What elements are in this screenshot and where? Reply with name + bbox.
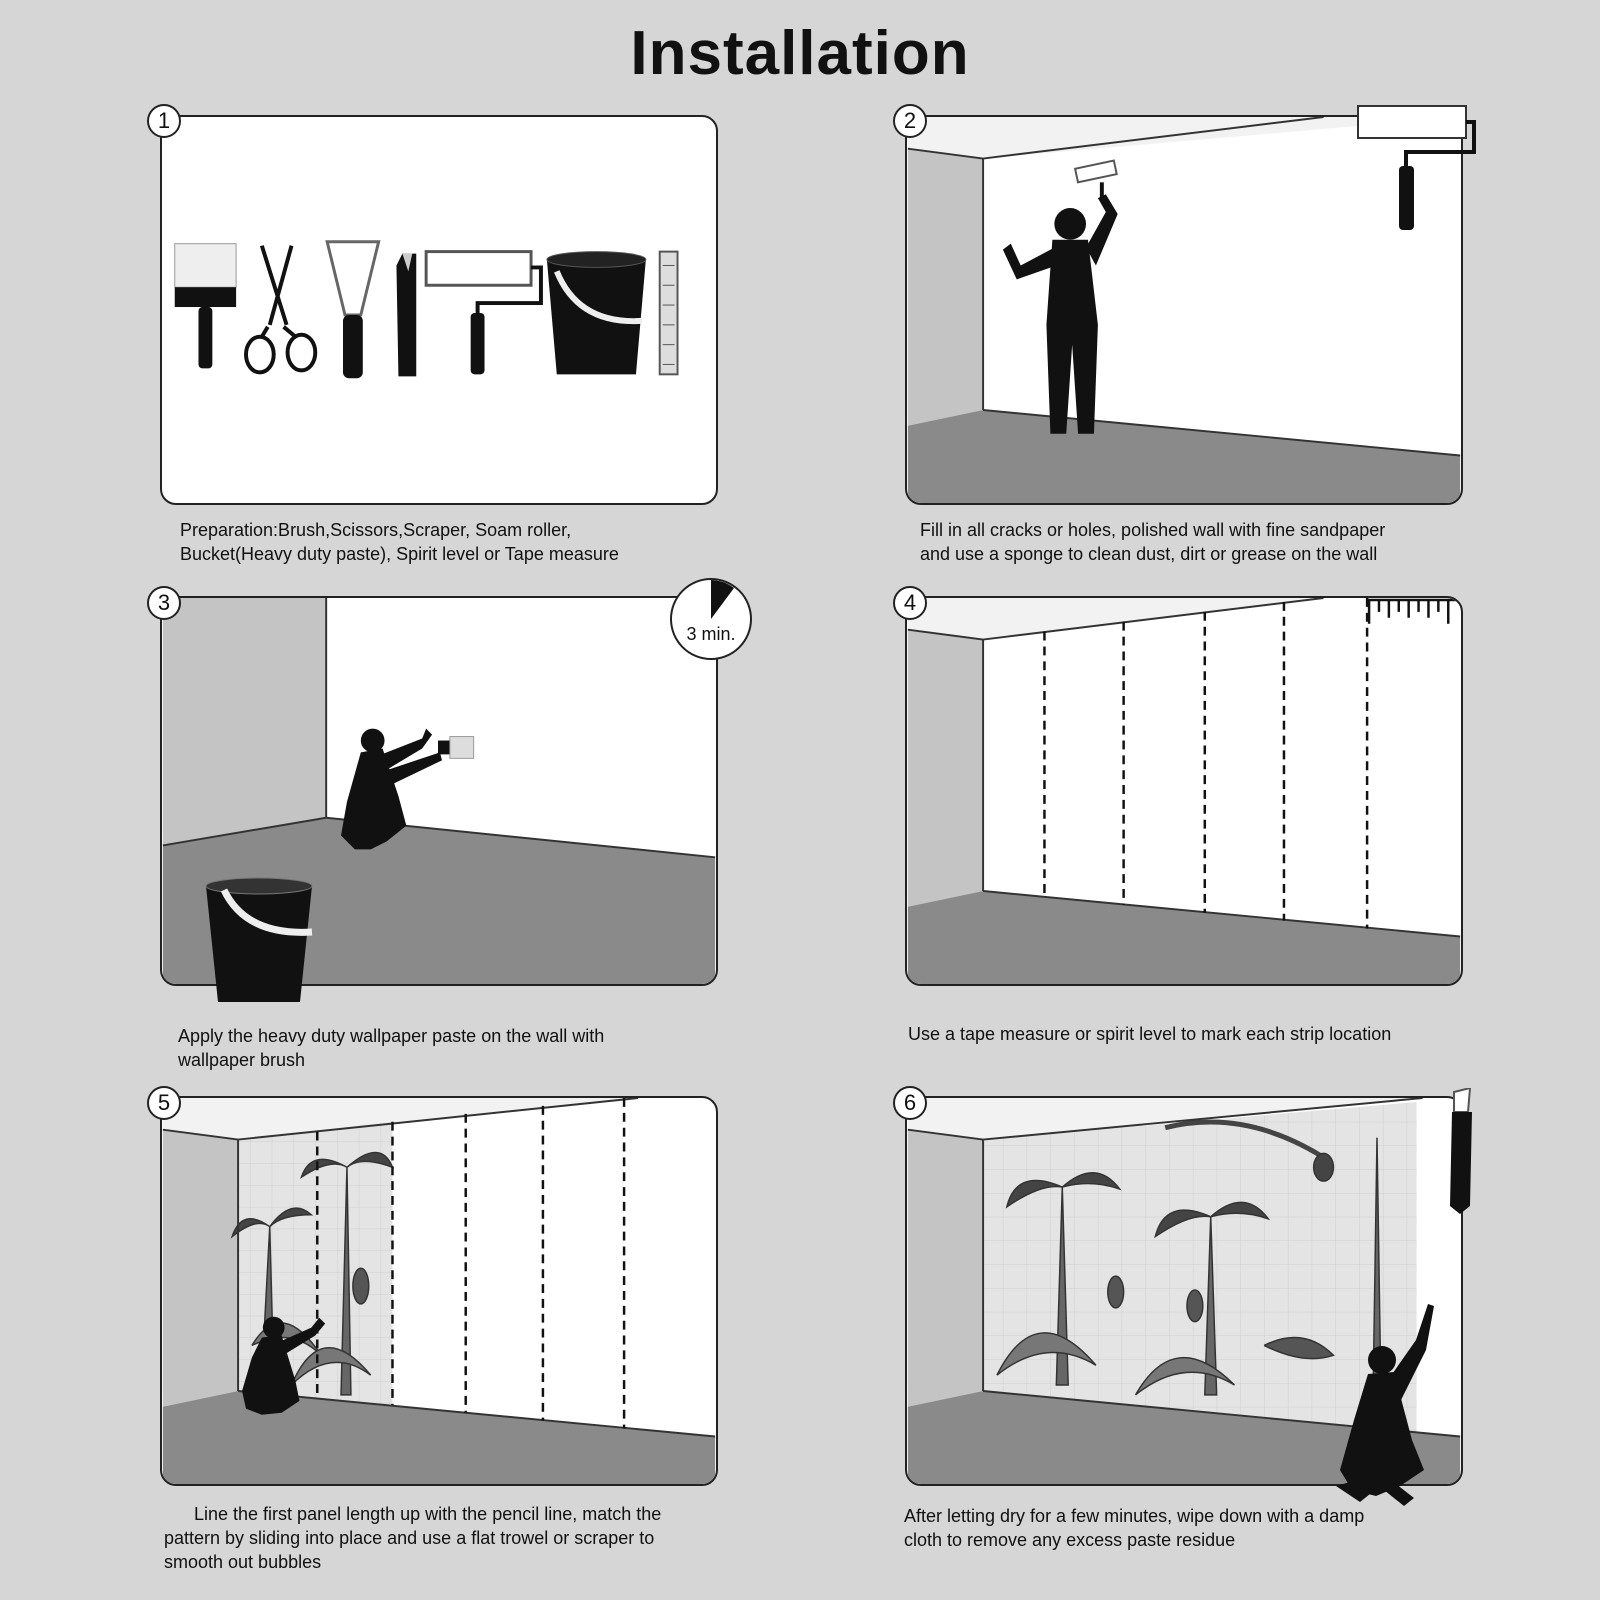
room-scene — [907, 598, 1461, 984]
scraper-icon — [327, 242, 378, 379]
step-number-6: 6 — [893, 1086, 927, 1120]
bucket-icon — [547, 252, 646, 375]
timer-icon — [670, 578, 752, 660]
step-number-5: 5 — [147, 1086, 181, 1120]
step-1-caption: Preparation:Brush,Scissors,Scraper, Soam roller, Bucket(Heavy duty paste), Spirit level or Tape measure — [180, 520, 619, 564]
step-number-1: 1 — [147, 104, 181, 138]
paint-roller-icon — [426, 252, 541, 375]
step-4-panel — [905, 596, 1463, 986]
step-4-caption: Use a tape measure or spirit level to mark each strip location — [908, 1024, 1392, 1044]
step-3-caption: Apply the heavy duty wallpaper paste on the wall with wallpaper brush — [178, 1026, 605, 1070]
room-scene — [162, 1098, 716, 1484]
step-number-2: 2 — [893, 104, 927, 138]
step-1-panel — [160, 115, 718, 505]
wall-brush-icon — [438, 737, 474, 759]
step-5-panel — [160, 1096, 718, 1486]
utility-knife-icon — [396, 254, 416, 377]
page-title: Installation — [630, 19, 970, 88]
paint-roller-icon — [1356, 104, 1476, 234]
bucket-icon — [200, 876, 320, 1008]
step-5-caption: Line the first panel length up with the pencil line, match the pattern by sliding into place and use a flat trowel or scraper to smooth out bubbles — [164, 1504, 662, 1572]
step-6-caption: After letting dry for a few minutes, wipe down with a damp cloth to remove any excess paste residue — [904, 1506, 1365, 1550]
utility-knife-icon — [1446, 1088, 1476, 1218]
dashed-strip-lines — [1044, 598, 1367, 929]
person-silhouette — [1003, 194, 1118, 434]
spirit-level-icon — [660, 252, 678, 375]
timer-label: 3 min. — [686, 624, 736, 644]
step-number-3: 3 — [147, 586, 181, 620]
tools-illustration — [162, 117, 716, 503]
crouching-person-silhouette — [1330, 1290, 1460, 1510]
brush-icon — [175, 244, 236, 369]
tape-measure-icon — [1367, 600, 1460, 624]
step-2-caption: Fill in all cracks or holes, polished wall with fine sandpaper and use a sponge to clean dust, dirt or grease on the wall — [920, 520, 1386, 564]
step-number-4: 4 — [893, 586, 927, 620]
small-paint-roller-icon — [1075, 161, 1117, 201]
scissors-icon — [246, 246, 315, 373]
